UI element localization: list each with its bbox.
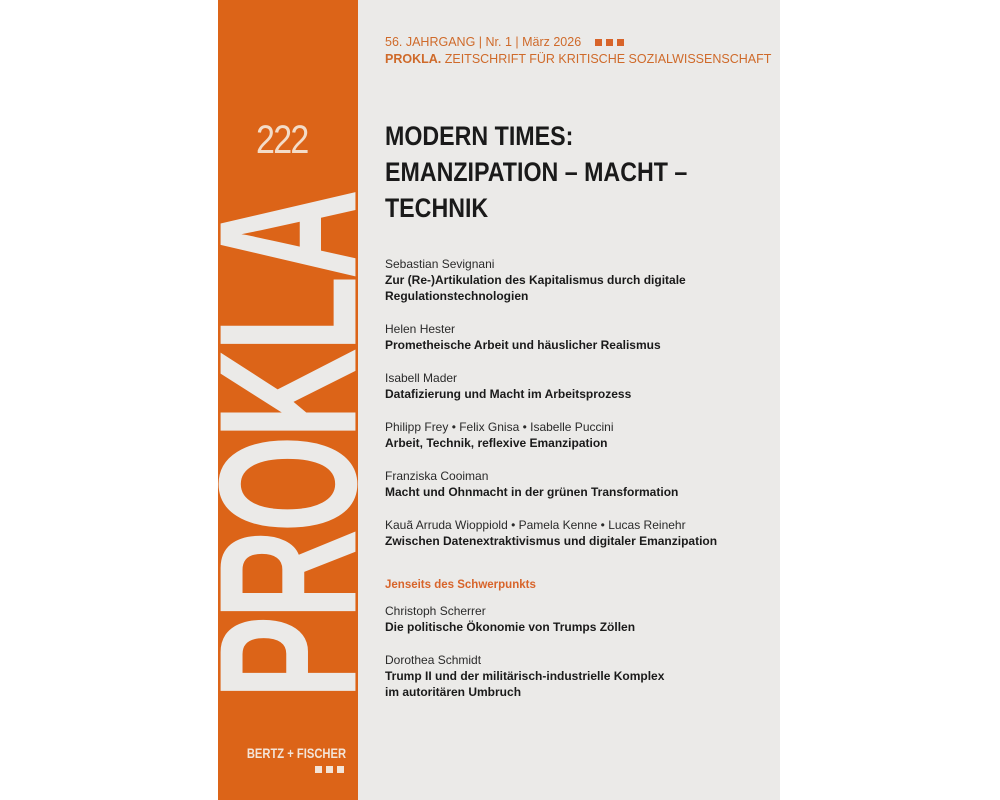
- article-author: Sebastian Sevignani: [385, 257, 495, 271]
- table-of-contents: [385, 256, 765, 717]
- article-entry: [385, 419, 765, 451]
- logo-strip: [178, 0, 398, 800]
- article-author: Isabell Mader: [385, 371, 458, 385]
- article-title: Trump II und der militärisch-industrielle Komplex im autoritären Umbruch: [385, 669, 665, 699]
- article-entry: [385, 370, 765, 402]
- article-entry: [385, 256, 765, 304]
- article-author: Kauã Arruda Wioppiold • Pamela Kenne • Lucas Reinehr: [385, 518, 686, 532]
- article-title: Arbeit, Technik, reflexive Emanzipation: [385, 436, 608, 450]
- journal-name: PROKLA.: [385, 52, 442, 66]
- title-line: TECHNIK: [385, 193, 489, 223]
- article-title: Prometheische Arbeit und häuslicher Realismus: [385, 338, 661, 352]
- publisher-squares-icon: [315, 766, 344, 773]
- article-entry: [385, 468, 765, 500]
- journal-subtitle: ZEITSCHRIFT FÜR KRITISCHE SOZIALWISSENSCHAFT: [444, 52, 772, 66]
- article-title: Zur (Re-)Artikulation des Kapitalismus durch digitale Regulationstechnologien: [385, 273, 686, 303]
- article-author: Dorothea Schmidt: [385, 653, 482, 667]
- title-line: MODERN TIMES:: [385, 121, 574, 151]
- article-author: Franziska Cooiman: [385, 469, 489, 483]
- issue-number: 222: [256, 118, 308, 162]
- article-entry: [385, 652, 675, 700]
- article-author: Philipp Frey • Felix Gnisa • Isabelle Puccini: [385, 420, 614, 434]
- squares-icon: [595, 39, 624, 46]
- journal-line: [385, 52, 771, 66]
- article-entry: [385, 517, 765, 549]
- article-title: Die politische Ökonomie von Trumps Zöllen: [385, 620, 636, 634]
- issue-meta: [385, 35, 624, 49]
- publisher-name: BERTZ + FISCHER: [246, 745, 346, 761]
- article-author: Christoph Scherrer: [385, 604, 486, 618]
- article-title: Macht und Ohnmacht in der grünen Transformation: [385, 485, 679, 499]
- issue-title: [385, 118, 763, 226]
- article-title: Zwischen Datenextraktivismus und digitaler Emanzipation: [385, 534, 718, 548]
- article-title: Datafizierung und Macht im Arbeitsprozess: [385, 387, 632, 401]
- article-author: Helen Hester: [385, 322, 456, 336]
- prokla-logo: PROKLA: [178, 192, 398, 700]
- title-line: EMANZIPATION – MACHT –: [385, 157, 688, 187]
- section-heading: Jenseits des Schwerpunkts: [385, 579, 536, 591]
- issue-meta-text: 56. JAHRGANG | Nr. 1 | März 2026: [385, 35, 582, 49]
- article-entry: [385, 321, 765, 353]
- article-entry: [385, 603, 765, 635]
